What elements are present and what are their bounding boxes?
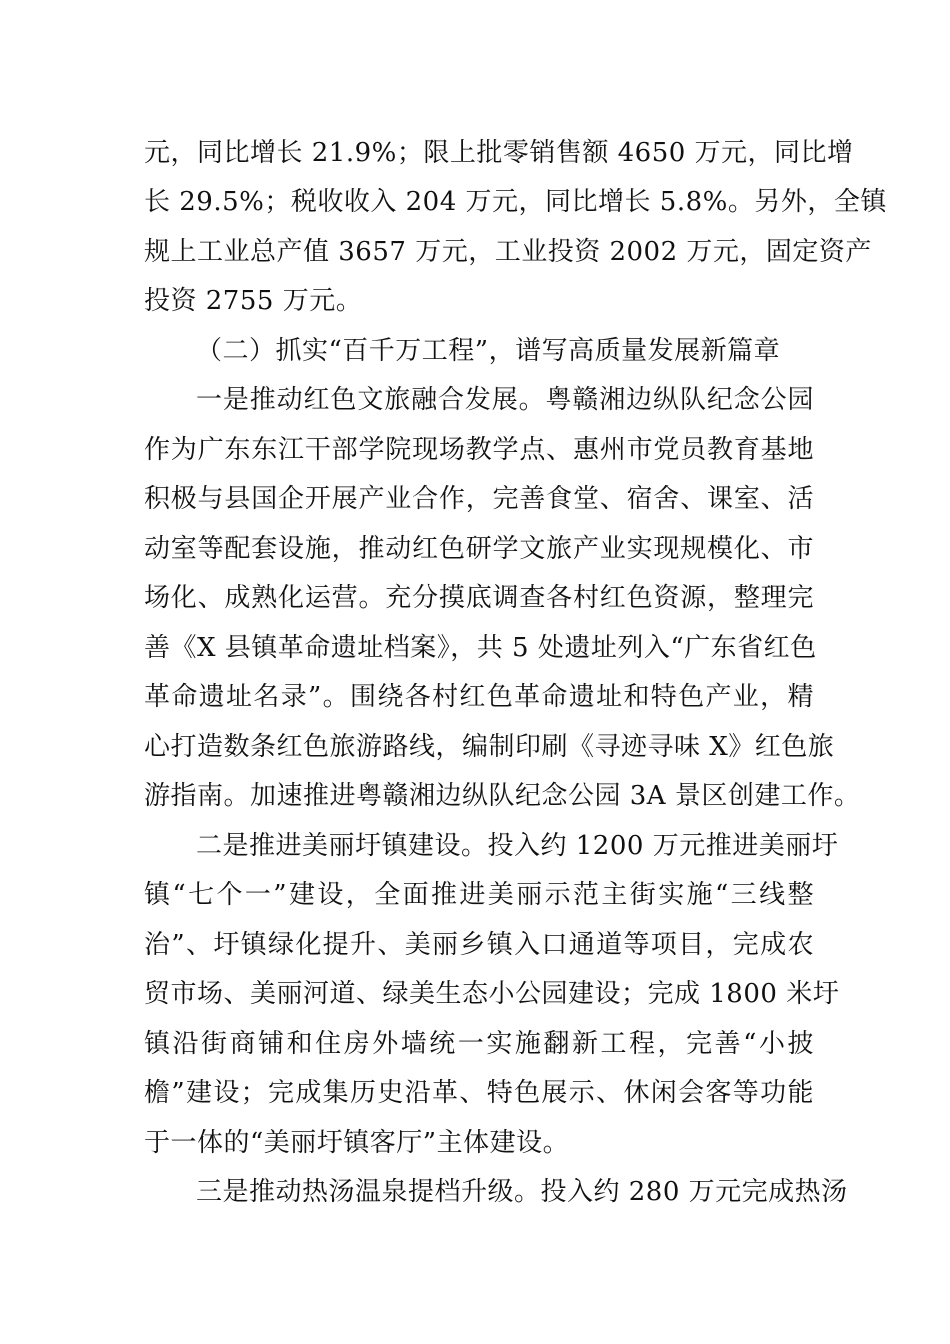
paragraph-line: 游指南。加速推进粤赣湘边纵队纪念公园 3A 景区创建工作。 (144, 781, 861, 811)
section-heading: （二）抓实“百千万工程”，谱写高质量发展新篇章 (196, 336, 781, 366)
paragraph-line: 元，同比增长 21.9%；限上批零销售额 4650 万元，同比增 (144, 138, 854, 168)
paragraph-line: 治”、圩镇绿化提升、美丽乡镇入口通道等项目，完成农 (144, 930, 814, 960)
paragraph-line: 投资 2755 万元。 (144, 286, 363, 316)
paragraph-line: 善《X 县镇革命遗址档案》，共 5 处遗址列入“广东省红色 (144, 633, 817, 663)
paragraph-line: 长 29.5%；税收收入 204 万元，同比增长 5.8%。另外，全镇 (144, 187, 887, 217)
paragraph-line: 作为广东东江干部学院现场教学点、惠州市党员教育基地 (144, 435, 814, 465)
paragraph-line: 贸市场、美丽河道、绿美生态小公园建设；完成 1800 米圩 (144, 979, 840, 1009)
paragraph-line: 三是推动热汤温泉提档升级。投入约 280 万元完成热汤 (196, 1177, 848, 1207)
paragraph-line: 檐”建设；完成集历史沿革、特色展示、休闲会客等功能 (144, 1078, 814, 1108)
paragraph-line: 一是推动红色文旅融合发展。粤赣湘边纵队纪念公园 (196, 385, 814, 415)
paragraph-line: 镇“七个一”建设，全面推进美丽示范主街实施“三线整 (144, 880, 814, 910)
paragraph-line: 镇沿街商铺和住房外墙统一实施翻新工程，完善“小披 (144, 1029, 814, 1059)
paragraph-line: 规上工业总产值 3657 万元，工业投资 2002 万元，固定资产 (144, 237, 872, 267)
paragraph-line: 动室等配套设施，推动红色研学文旅产业实现规模化、市 (144, 534, 814, 564)
paragraph-line: 积极与县国企开展产业合作，完善食堂、宿舍、课室、活 (144, 484, 814, 514)
paragraph-line: 于一体的“美丽圩镇客厅”主体建设。 (144, 1128, 570, 1158)
paragraph-line: 场化、成熟化运营。充分摸底调查各村红色资源，整理完 (144, 583, 814, 613)
paragraph-line: 二是推进美丽圩镇建设。投入约 1200 万元推进美丽圩 (196, 831, 839, 861)
paragraph-line: 革命遗址名录”。围绕各村红色革命遗址和特色产业，精 (144, 682, 814, 712)
paragraph-line: 心打造数条红色旅游路线，编制印刷《寻迹寻味 X》红色旅 (144, 732, 835, 762)
